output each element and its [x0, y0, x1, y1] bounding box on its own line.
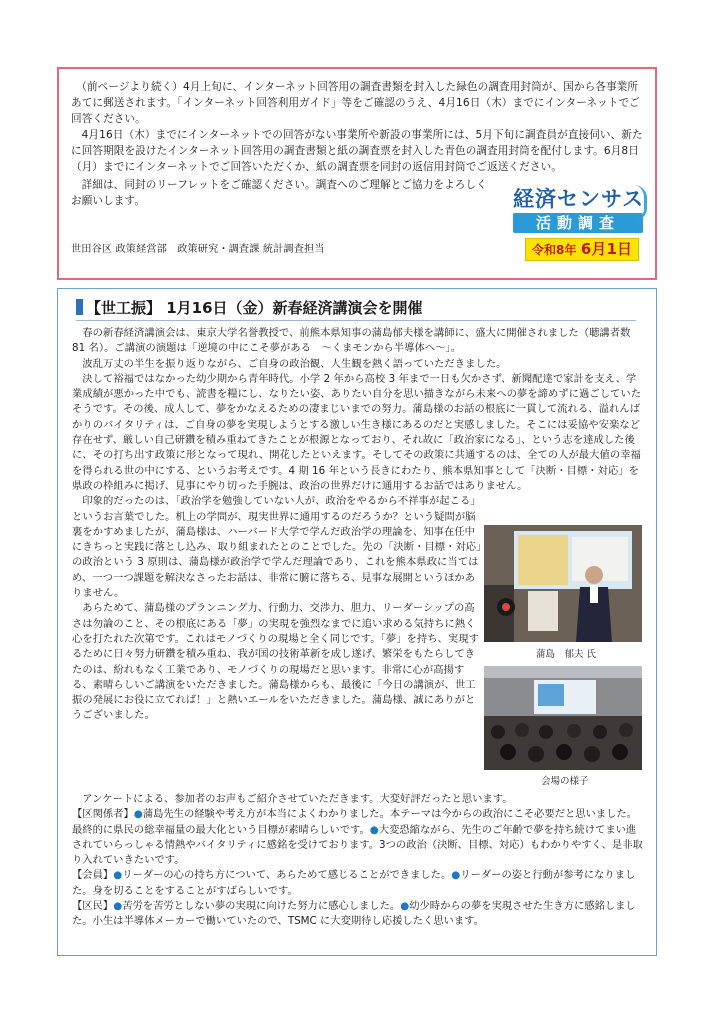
bullet-icon: ●: [400, 900, 410, 913]
survey-comment: リーダーの心の持ち方について、あらためて感じることができました。: [122, 869, 452, 882]
headline-divider: [76, 320, 636, 321]
logo-title-text: 経済センサス: [513, 187, 645, 211]
article-paragraph-3: 決して裕福ではなかった幼少期から青年時代。小学 2 年から高校 3 年まで一日も欠かさず、新聞配達で家計を支え、学業成績が悪かった中でも、読書を糧にし、なりたい姿、ありたい自分を思い描きながら未来への夢を諦めずに過ごしていたそうです。その後、成人して、夢をかなえるための凄まじいまでの努力。蒲島様のお話の根底に一貫して流れる、溢れんばかりのバイタリティは、ご自身の夢を実現しようとする激しい生き様にあるのだと実感しました。そこには妥協や安楽など存在せず、厳しい自己研鑽を積み重ねてきたことが根源となっており、それ故に「政治家になる」、という志を達成した後に、その打ち出す政策に形となって現れ、開花したといえます。そしてその政策に共通するのは、全ての人が最大値の幸福を得られる世の中にする、というお考えです。4 期 16 年という長きにわたり、熊本県知事として「決断・目標・対応」を県政の枠組みに掲げ、見事にやり切った手腕は、政治の世界だけに通用するお話ではありません。: [72, 372, 642, 492]
venue-caption: 会場の様子: [541, 776, 589, 787]
notice-paragraph-3: 詳細は、同封のリーフレットをご確認ください。調査へのご理解とご協力をよろしくお願いします。: [71, 179, 487, 207]
economic-census-logo: [513, 187, 643, 261]
survey-label-officials: 【区関係者】: [72, 808, 134, 821]
survey-label-members: 【会員】: [72, 869, 114, 882]
lecture-article-box: [57, 288, 657, 956]
bullet-icon: ●: [113, 869, 123, 882]
bullet-icon: ●: [369, 823, 379, 836]
survey-comment: 苦労を苦労としない夢の実現に向けた努力に感心しました。: [122, 900, 401, 913]
survey-item-residents: [72, 899, 644, 930]
date-prefix: 令和8年: [531, 243, 577, 257]
logo-title: [513, 187, 643, 211]
census-notice-box: [57, 67, 657, 280]
survey-label-residents: 【区民】: [72, 900, 114, 913]
survey-date-badge: [525, 238, 639, 261]
headline-bar-icon: [76, 299, 83, 315]
venue-photo: [484, 666, 642, 770]
article-paragraph-2: 波乱万丈の半生を振り返りながら、ご自身の政治観、人生観を熱く語っていただきました。: [82, 357, 507, 370]
speaker-caption: 蒲島 郁夫 氏: [536, 649, 597, 660]
speaker-photo-drawing: [484, 525, 642, 642]
logo-arc-icon: [634, 185, 647, 221]
bullet-icon: ●: [451, 869, 461, 882]
survey-comment: リーダーの姿と行動が参考になりました。身を切ることをすることがすばらしいです。: [72, 869, 636, 897]
notice-paragraph-1: （前ページより続く）4月上旬に、インターネット回答用の調査書類を封入した緑色の調査用封筒が、国から各事業所あてに郵送されます。「インターネット回答利用ガイド」等をご確認のうえ、4月16日（木）までにインターネットでご回答ください。: [71, 81, 640, 125]
bullet-icon: ●: [133, 808, 143, 821]
date-main: 6月1日: [580, 240, 633, 258]
headline-text: 【世工振】 1月16日（金）新春経済講演会を開催: [86, 299, 423, 317]
article-paragraph-5: あらためて、蒲島様のプランニング力、行動力、交渉力、胆力、リーダーシップの高さは勿論のこと、その根底にある「夢」の実現を強烈なまでに追い求める気持ちに熱く心を打たれた次第です。これはモノづくりの現場と全く同じです。「夢」を持ち、実現するために日々努力研鑽を積み重ね、我が国の技術革新を成し遂げ、繁栄をもたらしてきたのは、紛れもなく工業であり、モノづくりの現場だと思います。非常に心が高揚する、素晴らしいご講演をいただきました。蒲島様からも、最後に「今日の講演が、世工振の発展にお役に立てれば！」と熱いエールをいただきました。蒲島様、誠にありがとうございました。: [72, 602, 479, 722]
article-headline: [76, 297, 423, 318]
article-paragraph-4: 印象的だったのは、「政治学を勉強していない人が、政治をやるから不祥事が起こる」というお言葉でした。机上の学問が、現実世界に通用するのだろうか？という疑問が脳裏をかすめましたが、蒲島様は、ハーバード大学で学んだ政治学の理論を、知事在任中にきちっと実践に落とし込み、取り組まれたとのことでした。先の「決断・目標・対応」の政治という 3 原則は、蒲島様が政治学で学んだ理論であり、これを熊本県政に当てはめ、一つ一つ課題を解決なさったお話は、非常に腑に落ちる、見事な展開というほかありません。: [72, 495, 482, 600]
survey-section: [72, 792, 644, 930]
survey-item-members: [72, 868, 644, 899]
article-paragraph-1: 春の新春経済講演会は、東京大学名誉教授で、前熊本県知事の蒲島郁夫様を講師に、盛大に開催されました（聴講者数 81 名）。ご講演の演題は「逆境の中にこそ夢がある ～くまモンから半導体へ～」。: [72, 327, 641, 355]
notice-paragraph-2: 4月16日（木）までにインターネットでの回答がない事業所や新設の事業所には、5月下旬に調査員が直接伺い、新たに回答期限を設けたインターネット回答用の調査書類と紙の調査票を封入した青色の調査用封筒を配付します。6月8日（月）までにインターネットでご回答いただくか、紙の調査票を同封の返信用封筒でご返送ください。: [71, 129, 643, 173]
survey-comment: 蒲島先生の経験や考え方が本当によくわかりました。本テーマは今からの政治にこそ必要だと思いました。最終的に県民の総幸福量の最大化という目標が素晴らしいです。: [72, 808, 638, 836]
survey-item-officials: [72, 807, 644, 868]
notice-contact: 世田谷区 政策経営部 政策研究・調査課 統計調査担当: [71, 244, 325, 255]
speaker-photo: [484, 525, 642, 642]
venue-photo-drawing: [484, 666, 642, 770]
bullet-icon: ●: [113, 900, 123, 913]
logo-band: 活動調査: [513, 213, 643, 233]
survey-comment: 幼少時からの夢を実現させた生き方に感銘しました。小生は半導体メーカーで働いていたので、TSMC に大変期待し応援したく思います。: [72, 900, 636, 928]
survey-comment: 大変恐縮ながら、先生のご年齢で夢を持ち続けてまい進されていらっしゃる情熱やバイタリティに感銘を受けております。3つの政治（決断、目標、対応）もわかりやすく、是非取り入れていきたいです。: [72, 823, 643, 867]
survey-intro: アンケートによる、参加者のお声もご紹介させていただきます。大変好評だったと思います。: [82, 793, 513, 805]
